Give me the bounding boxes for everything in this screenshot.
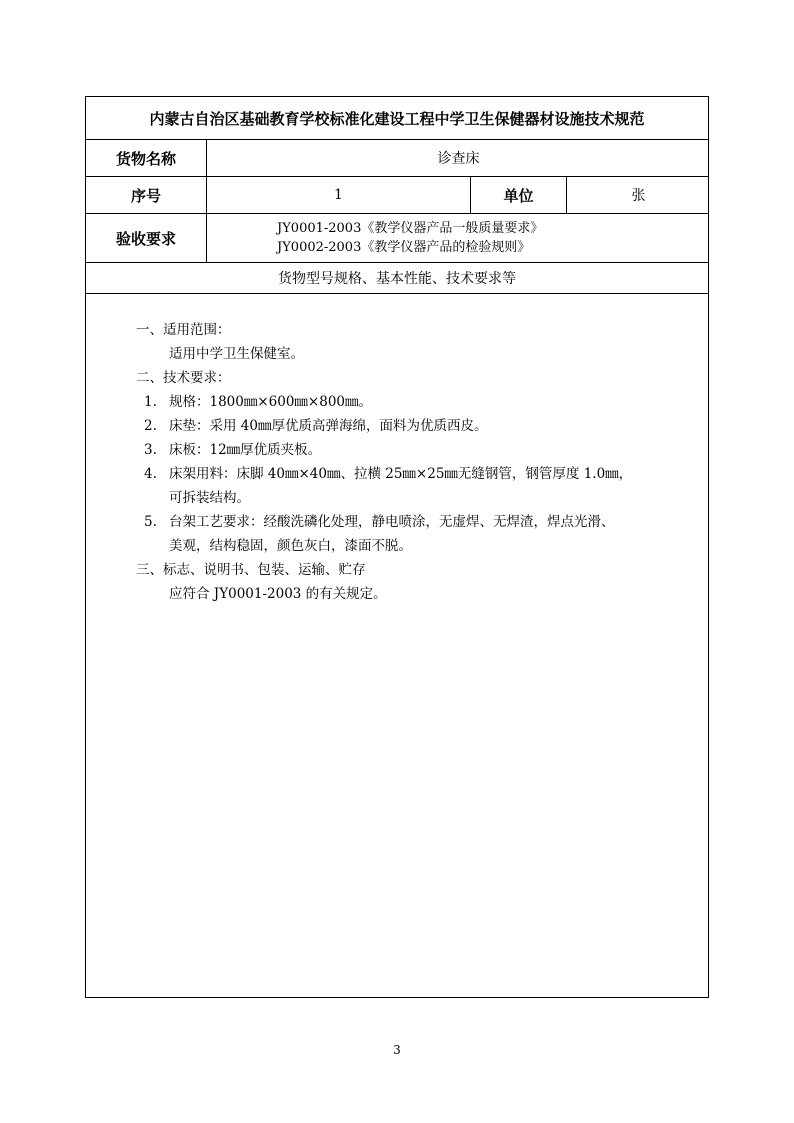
item-text: 规格：1800㎜×600㎜×800㎜。 xyxy=(169,394,373,410)
seq-value: 1 xyxy=(206,177,470,213)
spec-table xyxy=(85,96,709,998)
section-body: 应符合 JY0001-2003 的有关规定。 xyxy=(169,586,387,602)
standard-line: JY0002-2003《教学仪器产品的检验规则》 xyxy=(277,240,531,255)
section-body: 适用中学卫生保健室。 xyxy=(169,346,304,362)
section-title: 三、标志、说明书、包装、运输、贮存 xyxy=(136,562,366,578)
item-text: 床架用料：床脚 40㎜×40㎜、拉横 25㎜×25㎜无缝钢管，钢管厚度 1.0㎜， xyxy=(169,466,633,482)
item-text: 台架工艺要求：经酸洗磷化处理，静电喷涂，无虚焊、无焊渣，焊点光滑、 xyxy=(169,514,615,530)
title-row xyxy=(86,97,708,140)
seq-label: 序号 xyxy=(130,186,161,205)
page-number: 3 xyxy=(393,1043,401,1057)
item-number: 3. xyxy=(144,442,157,458)
item-text-continued: 可拆装结构。 xyxy=(169,490,250,506)
unit-label: 单位 xyxy=(470,177,566,213)
goods-value: 诊查床 xyxy=(206,140,710,176)
unit-value: 张 xyxy=(566,177,710,213)
item-text: 床垫：采用 40㎜厚优质高弹海绵，面料为优质西皮。 xyxy=(169,418,488,434)
section-title: 二、技术要求： xyxy=(136,370,231,386)
table-title: 内蒙古自治区基础教育学校标准化建设工程中学卫生保健器材设施技术规范 xyxy=(149,109,645,128)
item-text-continued: 美观，结构稳固，颜色灰白，漆面不脱。 xyxy=(169,538,412,554)
standard-line: JY0001-2003《教学仪器产品一般质量要求》 xyxy=(277,221,544,236)
acceptance-label: 验收要求 xyxy=(115,229,176,248)
seq-row xyxy=(86,177,708,214)
section-title: 一、适用范围： xyxy=(136,322,231,338)
item-text: 床板：12㎜厚优质夹板。 xyxy=(169,442,322,458)
item-number: 4. xyxy=(144,466,157,482)
item-number: 5. xyxy=(144,514,157,530)
goods-label: 货物名称 xyxy=(115,149,176,168)
goods-row xyxy=(86,140,708,177)
acceptance-row xyxy=(86,214,708,263)
acceptance-standards xyxy=(206,214,710,262)
item-number: 2. xyxy=(144,418,157,434)
spec-header: 货物型号规格、基本性能、技术要求等 xyxy=(278,271,516,287)
item-number: 1. xyxy=(144,394,157,410)
spec-header-row xyxy=(86,263,708,294)
